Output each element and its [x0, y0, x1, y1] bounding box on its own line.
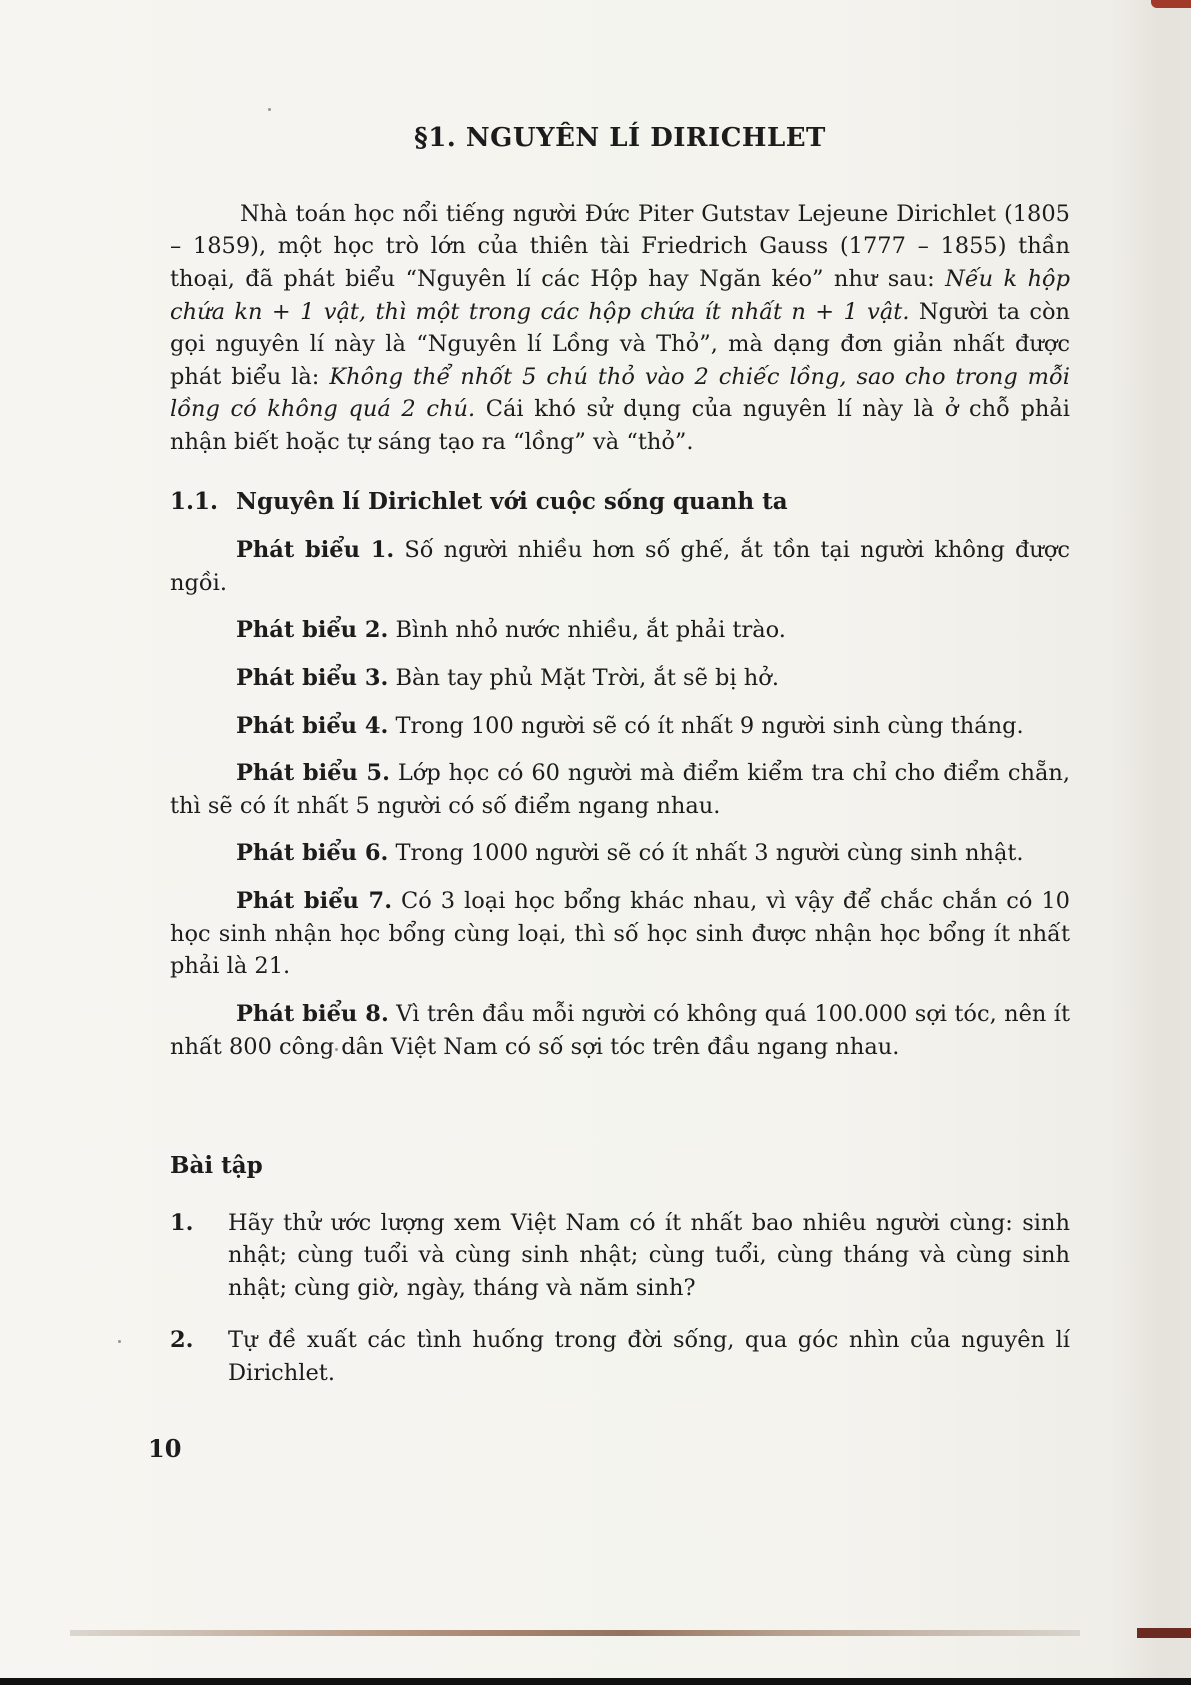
statement-item: [170, 885, 1070, 983]
corner-mark: [1137, 1628, 1191, 1638]
bottom-binding-strip: [70, 1630, 1080, 1636]
statement-label: Phát biểu 3.: [236, 664, 389, 691]
statement-label: Phát biểu 2.: [236, 617, 389, 644]
exercise-number: 1.: [170, 1209, 194, 1236]
statement-label: Phát biểu 5.: [236, 760, 390, 787]
page-content: [170, 120, 1070, 1410]
statement-text: Trong 1000 người sẽ có ít nhất 3 người cùng sinh nhật.: [395, 840, 1024, 867]
statement-item: [170, 710, 1070, 743]
principle-statement: Nếu k hộp chứa kn + 1 vật, thì một trong các hộp chứa ít nhất n + 1 vật.: [170, 265, 1071, 325]
statement-item: [170, 837, 1070, 870]
exercise-item: [170, 1324, 1070, 1389]
exercise-item: [170, 1207, 1070, 1305]
statement-label: Phát biểu 1.: [236, 537, 395, 564]
statement-text: Số người nhiều hơn số ghế, ắt tồn tại người không được ngồi.: [170, 537, 1070, 596]
statement-text: Bình nhỏ nước nhiều, ắt phải trào.: [395, 617, 786, 644]
intro-text: Nhà toán học nổi tiếng người Đức Piter Gutstav Lejeune Dirichlet (1805 – 1859), một học trò lớn của thiên tài Friedrich Gauss (1777 – 1855) thần thoại, đã phát biểu “Nguyên lí các Hộp hay Ngăn kéo” như sau:: [170, 200, 1070, 292]
statement-label: Phát biểu 7.: [236, 888, 393, 915]
statement-text: Có 3 loại học bổng khác nhau, vì vậy để chắc chắn có 10 học sinh nhận học bổng cùng loại, thì số học sinh được nhận học bổng ít nhất phải là 21.: [170, 888, 1070, 980]
statement-text: Trong 100 người sẽ có ít nhất 9 người sinh cùng tháng.: [395, 712, 1024, 739]
statement-item: [170, 757, 1070, 822]
statement-label: Phát biểu 4.: [236, 712, 389, 739]
statement-label: Phát biểu 6.: [236, 840, 389, 867]
section-heading: [170, 485, 1070, 518]
statement-text: Bàn tay phủ Mặt Trời, ắt sẽ bị hở.: [395, 664, 779, 691]
intro-text: Cái khó sử dụng của nguyên lí này là ở chỗ phải nhận biết hoặc tự sáng tạo ra “lồng” và “thỏ”.: [170, 396, 1070, 456]
intro-paragraph: [170, 198, 1070, 459]
page-title: §1. NGUYÊN LÍ DIRICHLET: [414, 123, 826, 153]
statement-item: [170, 662, 1070, 695]
page-edge-shadow: [1111, 0, 1191, 1685]
scan-speck: [268, 108, 271, 111]
corner-mark: [1151, 0, 1191, 8]
statement-text: Lớp học có 60 người mà điểm kiểm tra chỉ cho điểm chẵn, thì sẽ có ít nhất 5 người có số điểm ngang nhau.: [170, 760, 1071, 819]
section-title: Nguyên lí Dirichlet với cuộc sống quanh ta: [236, 487, 788, 515]
section-number: 1.1.: [170, 487, 219, 515]
statement-text: Vì trên đầu mỗi người có không quá 100.000 sợi tóc, nên ít nhất 800 công dân Việt Nam có số sợi tóc trên đầu ngang nhau.: [170, 1000, 1070, 1060]
statement-item: [170, 534, 1070, 599]
exercise-text: Tự đề xuất các tình huống trong đời sống, qua góc nhìn của nguyên lí Dirichlet.: [228, 1327, 1070, 1386]
exercise-number: 2.: [170, 1327, 194, 1354]
exercise-text: Hãy thử ước lượng xem Việt Nam có ít nhất bao nhiêu người cùng: sinh nhật; cùng tuổi và cùng sinh nhật; cùng tuổi, cùng tháng và cùng sinh nhật; cùng giờ, ngày, tháng và năm sinh?: [228, 1209, 1070, 1301]
statement-label: Phát biểu 8.: [236, 1000, 389, 1027]
bottom-border: [0, 1678, 1191, 1685]
statement-item: [170, 998, 1070, 1063]
statement-item: [170, 614, 1070, 647]
page-number: 10: [148, 1434, 182, 1463]
intro-text: Người ta còn gọi nguyên lí này là “Nguyên lí Lồng và Thỏ”, mà dạng đơn giản nhất được phát biểu là:: [170, 298, 1071, 390]
rabbit-cage-statement: Không thể nhốt 5 chú thỏ vào 2 chiếc lồng, sao cho trong mỗi lồng có không quá 2 chú.: [170, 363, 1070, 423]
scan-speck: [118, 1340, 121, 1343]
exercises-heading: Bài tập: [170, 1152, 263, 1180]
